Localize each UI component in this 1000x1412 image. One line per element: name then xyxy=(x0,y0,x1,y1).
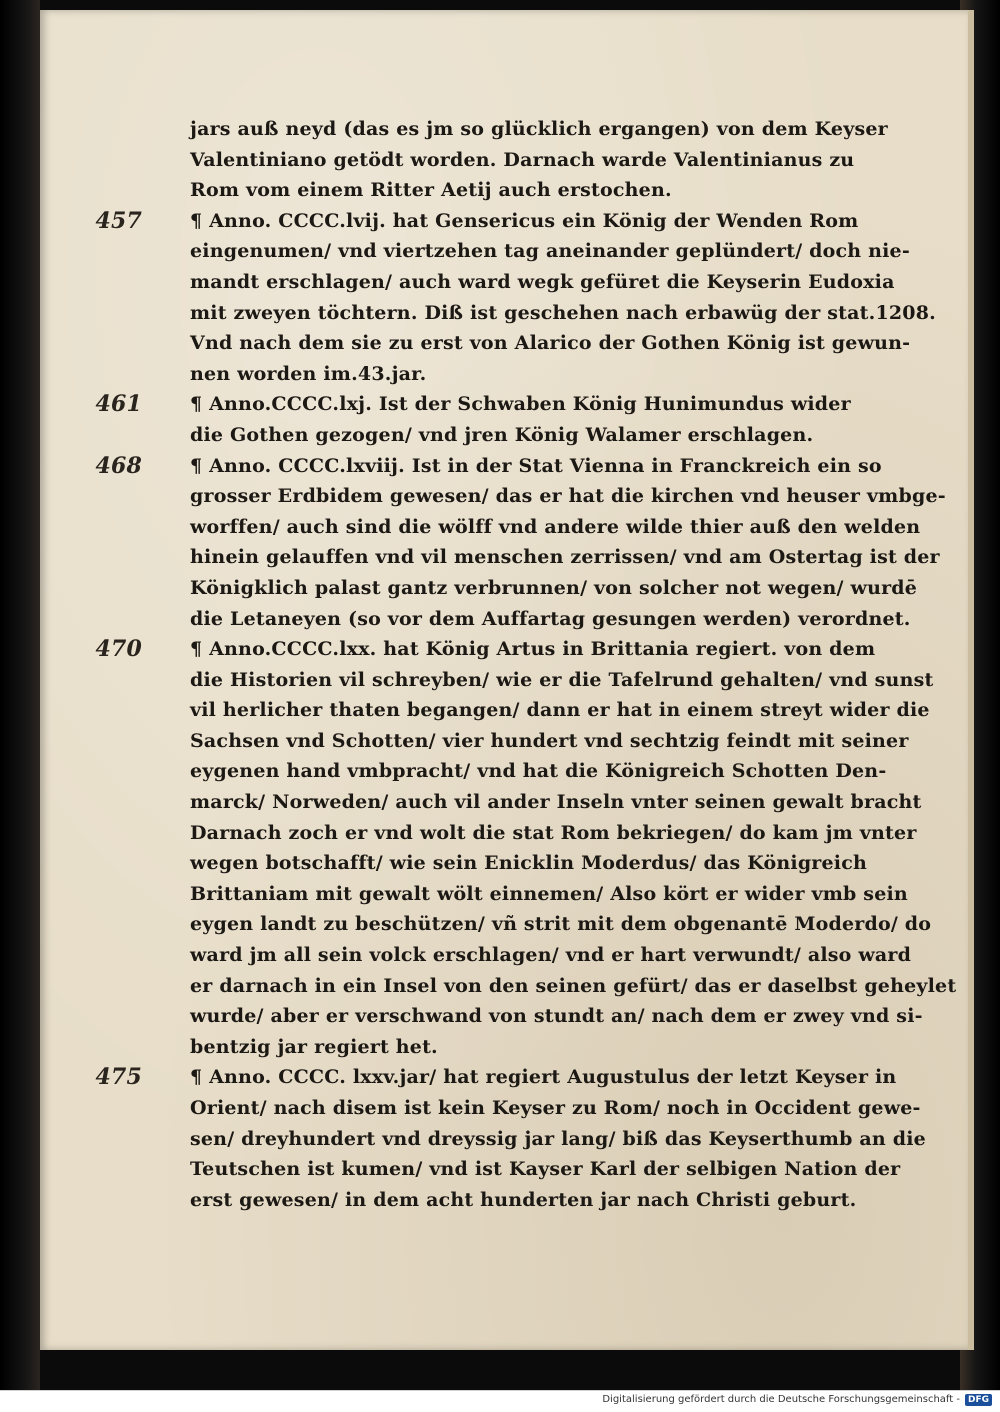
line-text: er darnach in ein Insel von den seinen gefürt/ das er daselbst geheylet xyxy=(190,974,957,997)
line-text: eygen landt zu beschützen/ vñ strit mit dem obgenantē Moderdo/ do xyxy=(190,913,932,936)
line-text: marck/ Norweden/ auch vil ander Inseln vnter seinen gewalt bracht xyxy=(190,791,922,814)
book-page xyxy=(40,10,974,1350)
text-line xyxy=(190,1124,960,1155)
text-line xyxy=(190,818,960,849)
line-text: Rom vom einem Ritter Aetij auch erstochen. xyxy=(190,179,672,202)
line-text: grosser Erdbidem gewesen/ das er hat die kirchen vnd heuser vmbge- xyxy=(190,485,946,508)
line-text: Brittaniam mit gewalt wölt einnemen/ Also kört er wider vmb sein xyxy=(190,882,908,905)
line-text: die Letaneyen (so vor dem Auffartag gesungen werden) verordnet. xyxy=(190,607,911,630)
line-text: Darnach zoch er vnd wolt die stat Rom bekriegen/ do kam jm vnter xyxy=(190,821,917,844)
line-text: vil herlicher thaten begangen/ dann er hat in einem streyt wider die xyxy=(190,699,930,722)
text-line xyxy=(190,145,960,176)
line-text: wegen botschafft/ wie sein Enicklin Moderdus/ das Königreich xyxy=(190,852,867,875)
text-line xyxy=(190,879,960,910)
text-line xyxy=(190,665,960,696)
text-line xyxy=(190,236,960,267)
text-line xyxy=(190,909,960,940)
line-text: erst gewesen/ in dem acht hunderten jar nach Christi geburt. xyxy=(190,1188,857,1211)
text-line xyxy=(190,726,960,757)
text-line xyxy=(190,175,960,206)
line-text: nen worden im.43.jar. xyxy=(190,362,427,385)
line-text: Valentiniano getödt worden. Darnach warde Valentinianus zu xyxy=(190,148,855,171)
line-text: ¶ Anno.CCCC.lxx. hat König Artus in Brittania regiert. von dem xyxy=(190,638,876,661)
line-text: die Gothen gezogen/ vnd jren König Walamer erschlagen. xyxy=(190,423,814,446)
line-text: wurde/ aber er verschwand von stundt an/ nach dem er zwey vnd si- xyxy=(190,1005,923,1028)
text-line xyxy=(190,298,960,329)
margin-year-note: 475 xyxy=(95,1064,142,1091)
text-line xyxy=(190,940,960,971)
text-line xyxy=(190,971,960,1002)
page-text-block xyxy=(95,114,960,1215)
text-line xyxy=(190,604,960,635)
text-line xyxy=(190,1154,960,1185)
line-text: worffen/ auch sind die wölff vnd andere wilde thier auß den welden xyxy=(190,515,921,538)
text-line xyxy=(190,328,960,359)
text-line xyxy=(190,787,960,818)
margin-year-note: 457 xyxy=(95,207,142,234)
text-line xyxy=(190,756,960,787)
text-line xyxy=(190,542,960,573)
line-text: sen/ dreyhundert vnd dreyssig jar lang/ biß das Keyserthumb an die xyxy=(190,1127,926,1150)
line-text: Teutschen ist kumen/ vnd ist Kayser Karl der selbigen Nation der xyxy=(190,1158,901,1181)
text-line xyxy=(190,1185,960,1216)
text-line xyxy=(190,695,960,726)
line-text: eygenen hand vmbpracht/ vnd hat die Königreich Schotten Den- xyxy=(190,760,887,783)
text-line xyxy=(190,1093,960,1124)
line-text: Orient/ nach disem ist kein Keyser zu Rom/ noch in Occident gewe- xyxy=(190,1097,921,1119)
margin-year-note: 461 xyxy=(95,391,142,418)
text-line xyxy=(190,420,960,451)
line-text: jars auß neyd (das es jm so glücklich ergangen) von dem Keyser xyxy=(190,118,888,140)
footer-bar xyxy=(0,1390,1000,1412)
text-line xyxy=(190,481,960,512)
text-line xyxy=(190,359,960,390)
dfg-logo-icon: DFG xyxy=(965,1394,992,1406)
footer-credit: Digitalisierung gefördert durch die Deutsche Forschungsgemeinschaft - xyxy=(602,1394,960,1405)
text-line xyxy=(190,512,960,543)
line-text: bentzig jar regiert het. xyxy=(190,1035,438,1058)
margin-year-note: 468 xyxy=(95,452,142,479)
text-line xyxy=(190,1001,960,1032)
line-text: die Historien vil schreyben/ wie er die Tafelrund gehalten/ vnd sunst xyxy=(190,668,934,691)
line-text: ¶ Anno. CCCC.lvij. hat Gensericus ein König der Wenden Rom xyxy=(190,209,859,232)
line-text: eingenumen/ vnd viertzehen tag aneinander geplündert/ doch nie- xyxy=(190,240,910,263)
text-line xyxy=(95,206,960,237)
text-line xyxy=(95,634,960,665)
margin-year-note: 470 xyxy=(95,636,142,663)
line-text: ¶ Anno.CCCC.lxj. Ist der Schwaben König Hunimundus wider xyxy=(190,393,851,416)
line-text: mit zweyen töchtern. Diß ist geschehen nach erbawüg der stat.1208. xyxy=(190,301,936,324)
line-text: ward jm all sein volck erschlagen/ vnd er hart verwundt/ also ward xyxy=(190,944,912,967)
text-line xyxy=(95,451,960,482)
text-line xyxy=(190,848,960,879)
text-line xyxy=(190,114,960,145)
text-line xyxy=(95,1062,960,1093)
line-text: hinein gelauffen vnd vil menschen zerrissen/ vnd am Ostertag ist der xyxy=(190,546,940,569)
line-text: ¶ Anno. CCCC.lxviij. Ist in der Stat Vienna in Franckreich ein so xyxy=(190,454,882,477)
line-text: Sachsen vnd Schotten/ vier hundert vnd sechtzig feindt mit seiner xyxy=(190,729,909,752)
line-text: ¶ Anno. CCCC. lxxv.jar/ hat regiert Augustulus der letzt Keyser in xyxy=(190,1066,897,1089)
text-line xyxy=(190,267,960,298)
text-line xyxy=(190,1032,960,1063)
text-line xyxy=(95,389,960,420)
book-binding-edge xyxy=(0,0,40,1390)
line-text: mandt erschlagen/ auch ward wegk gefüret die Keyserin Eudoxia xyxy=(190,270,895,293)
line-text: Königklich palast gantz verbrunnen/ von solcher not wegen/ wurdē xyxy=(190,576,918,599)
text-line xyxy=(190,573,960,604)
line-text: Vnd nach dem sie zu erst von Alarico der Gothen König ist gewun- xyxy=(190,332,911,355)
